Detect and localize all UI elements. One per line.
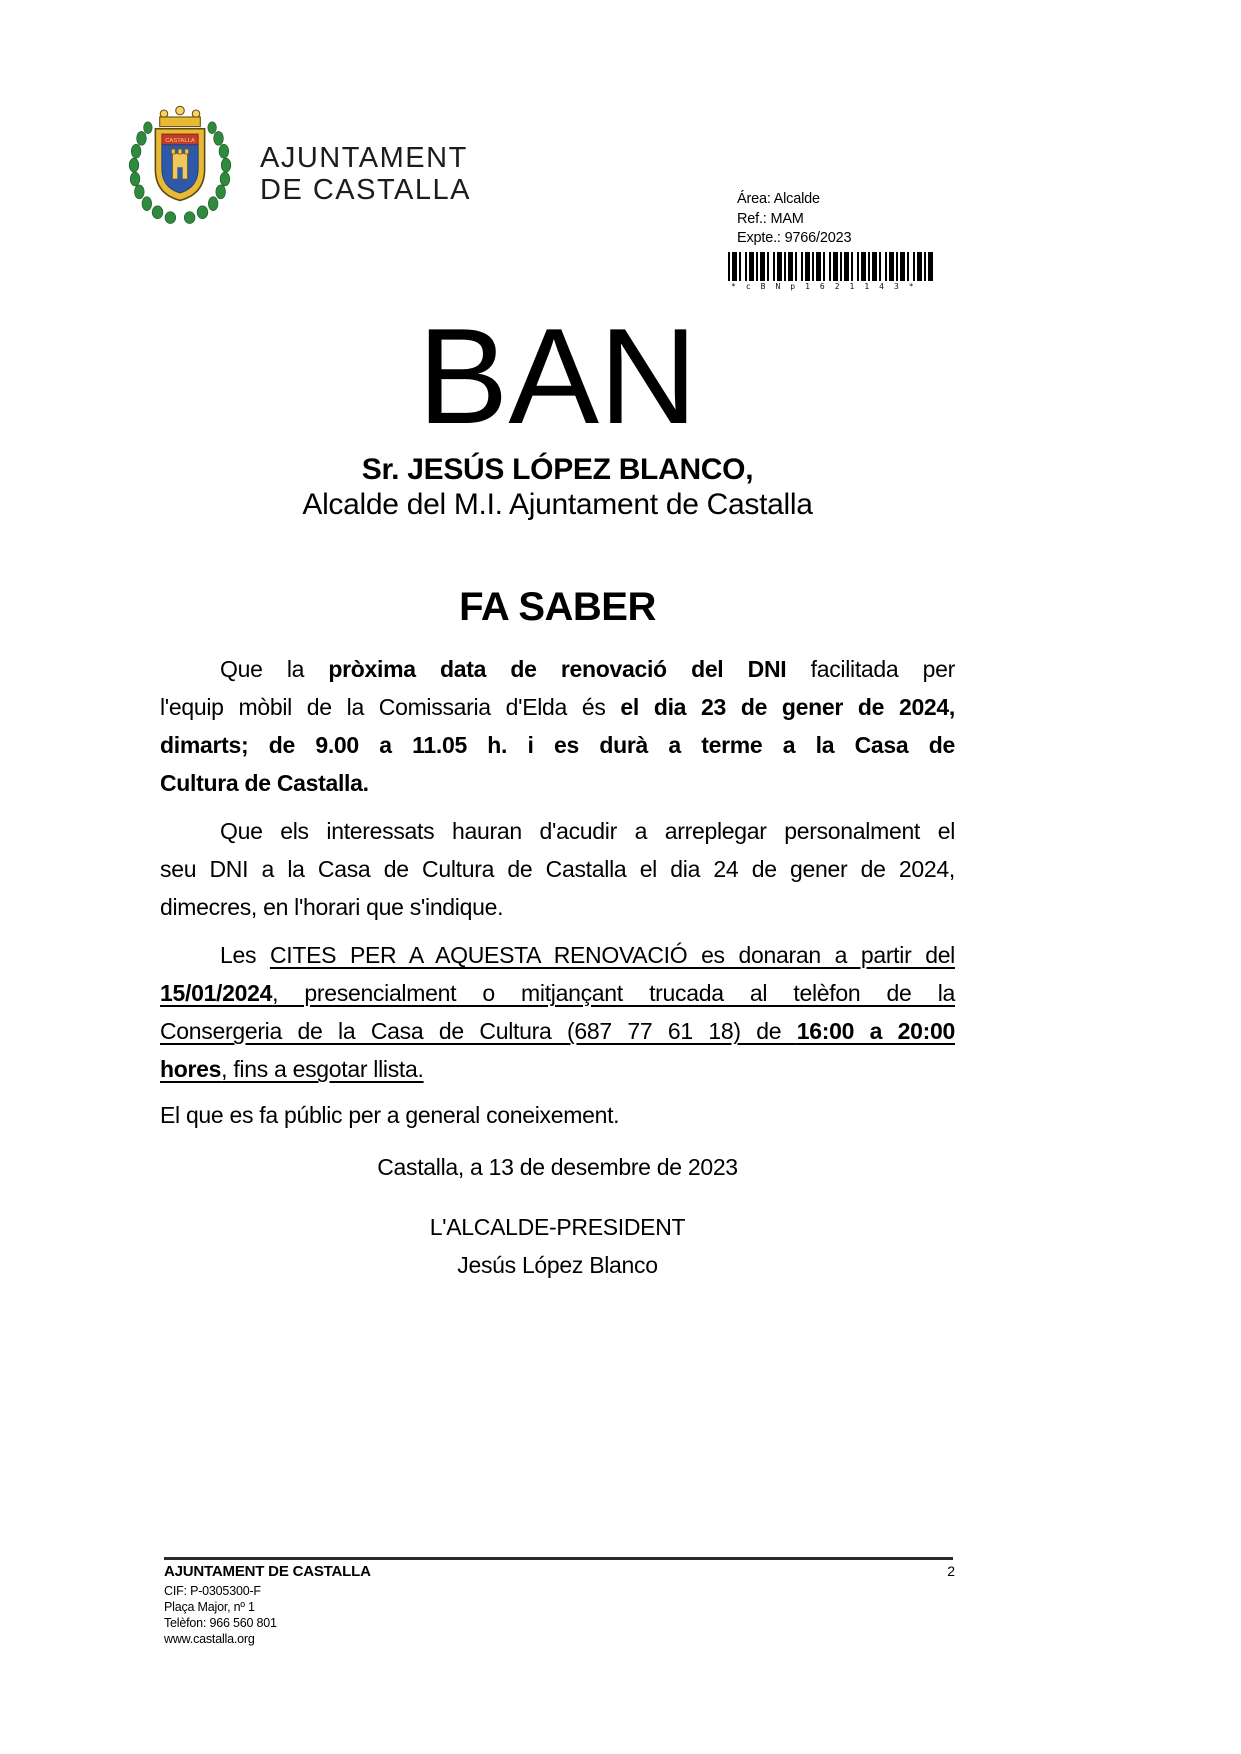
barcode-bars <box>728 252 935 281</box>
text-run: CITES PER A AQUESTA RENOVACIÓ es donaran a partir del <box>269 942 955 968</box>
signature-name: Jesús López Blanco <box>457 1252 658 1278</box>
file-info-expte: Expte.: 9766/2023 <box>737 230 852 246</box>
text-run: , fins a esgotar llista. <box>221 1056 424 1082</box>
org-name-line2: DE CASTALLA <box>260 174 471 206</box>
text-run: dimecres, en l'horari que s'indique. <box>160 894 504 920</box>
svg-text:CASTALLA: CASTALLA <box>165 138 195 145</box>
footer-phone: Telèfon: 966 560 801 <box>164 1616 277 1630</box>
org-name-line1: AJUNTAMENT <box>260 142 468 174</box>
page-number: 2 <box>947 1563 955 1579</box>
text-run: dimarts; de 9.00 a 11.05 h. i es durà a terme a la Casa de <box>160 732 955 758</box>
paragraph <box>160 936 955 1088</box>
paragraph-line <box>160 688 955 726</box>
footer-cif: CIF: P-0305300-F <box>164 1584 261 1598</box>
text-run: l'equip mòbil de la Comissaria d'Elda és <box>160 694 621 720</box>
footer-website: www.castalla.org <box>164 1632 255 1646</box>
text-run: , presencialment o mitjançant trucada al telèfon de la <box>272 980 955 1006</box>
org-name <box>260 142 471 206</box>
footer-contact-block <box>164 1583 277 1647</box>
paragraph-line <box>160 936 955 974</box>
text-run: Que la <box>220 656 329 682</box>
paragraph-line <box>160 650 955 688</box>
paragraph-line <box>160 1096 955 1134</box>
paragraph <box>160 812 955 926</box>
signatory-name: Sr. JESÚS LÓPEZ BLANCO, <box>361 453 754 486</box>
text-run: Les <box>220 942 270 968</box>
footer-divider <box>164 1557 953 1560</box>
paragraph-line <box>160 850 955 888</box>
text-run: hores <box>160 1056 222 1082</box>
text-run: El que es fa públic per a general coneixement. <box>160 1102 620 1128</box>
castalla-coat-of-arms-logo <box>124 102 236 229</box>
ban-content <box>160 296 955 1284</box>
text-run: facilitada per <box>786 656 955 682</box>
crest-icon <box>124 102 236 224</box>
text-run: pròxima data de renovació del DNI <box>328 656 787 682</box>
text-run: seu DNI a la Casa de Cultura de Castalla el dia 24 de gener de 2024, <box>160 856 955 882</box>
paragraph-line <box>160 812 955 850</box>
file-info-block <box>737 190 851 249</box>
signature-title: L'ALCALDE-PRESIDENT <box>429 1214 686 1240</box>
file-info-ref: Ref.: MAM <box>737 210 804 227</box>
expedient-barcode <box>728 252 935 291</box>
document-title: BAN <box>417 300 698 452</box>
footer-org-name: AJUNTAMENT DE CASTALLA <box>164 1563 371 1580</box>
body-paragraphs <box>160 650 955 1134</box>
file-info-area: Área: Alcalde <box>737 191 820 207</box>
text-run: Consergeria de la Casa de Cultura (687 77 61 18) de <box>160 1018 797 1044</box>
signatory-role: Alcalde del M.I. Ajuntament de Castalla <box>302 488 813 521</box>
paragraph-line <box>160 726 955 764</box>
paragraph-line <box>160 764 955 802</box>
paragraph <box>160 650 955 802</box>
paragraph-line <box>160 1050 955 1088</box>
text-run: Cultura de Castalla. <box>160 770 369 796</box>
document-subtitle: FA SABER <box>459 585 656 629</box>
barcode-caption: *cBNp1621143* <box>731 282 924 291</box>
paragraph-line <box>160 888 955 926</box>
text-run: el dia 23 de gener de 2024, <box>620 694 956 720</box>
paragraph-line <box>160 974 955 1012</box>
text-run: 15/01/2024 <box>160 980 273 1006</box>
text-run: Que els interessats hauran d'acudir a arreplegar personalment el <box>220 818 955 844</box>
dateline: Castalla, a 13 de desembre de 2023 <box>377 1154 738 1180</box>
footer-address: Plaça Major, nº 1 <box>164 1600 255 1614</box>
paragraph-line <box>160 1012 955 1050</box>
text-run: 16:00 a 20:00 <box>796 1018 955 1044</box>
paragraph <box>160 1096 955 1134</box>
